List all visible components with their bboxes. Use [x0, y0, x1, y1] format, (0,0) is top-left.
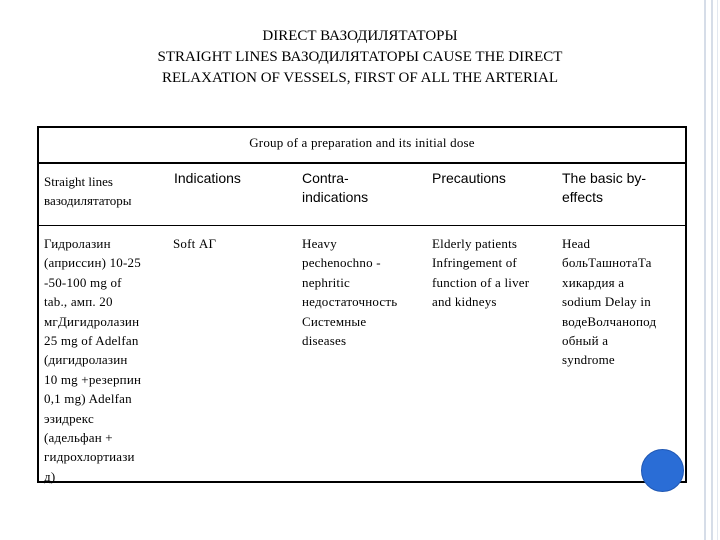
cell-drug-group [39, 226, 168, 482]
cell-line: Infringement of [432, 255, 517, 271]
cell-line: хикардия a [562, 274, 625, 290]
header-text: Contra- [302, 170, 349, 186]
header-cell-contraindications [297, 164, 427, 225]
table-header-row [39, 164, 685, 226]
header-text: effects [562, 189, 603, 205]
cell-line: Heavy [302, 236, 337, 251]
title-line: RELAXATION OF VESSELS, FIRST OF ALL THE ARTERIAL [161, 70, 559, 86]
header-cell-indications [168, 164, 297, 225]
cell-line: Soft АГ [173, 236, 217, 251]
cell-line: недостаточность [302, 294, 398, 310]
cell-line: больТашнотаТа [562, 255, 652, 271]
cell-line: 10 mg +резерпин [44, 371, 142, 387]
cell-line: function of a liver [432, 274, 530, 290]
header-cell-precautions [427, 164, 557, 225]
slide-title [60, 26, 660, 89]
cell-line: (дигидролазин [44, 352, 128, 368]
cell-line: гидрохлортиази [44, 449, 135, 465]
cell-line: 25 mg of Adelfan [44, 333, 139, 349]
slide-circle-decoration [641, 449, 684, 492]
cell-indications [168, 226, 297, 482]
cell-line: tab., амп. 20 [44, 294, 113, 310]
decorative-rail [717, 0, 718, 540]
drug-table [37, 126, 687, 483]
cell-line: эзидрекс [44, 410, 94, 426]
header-text: The basic by- [562, 170, 647, 186]
table-group-header: Group of a preparation and its initial dose [39, 128, 685, 164]
cell-line: д) [44, 468, 56, 484]
title-line: STRAIGHT LINES ВАЗОДИЛЯТАТОРЫ CAUSE THE DIRECT [157, 49, 563, 65]
cell-line: -50-100 mg of [44, 274, 122, 290]
cell-line: водеВолчанопод [562, 313, 657, 329]
cell-line: 0,1 mg) Adelfan [44, 391, 132, 407]
cell-line: and kidneys [432, 294, 497, 310]
header-cell-side-effects [557, 164, 685, 225]
cell-line: (адельфан + [44, 430, 113, 446]
cell-side-effects [557, 226, 685, 482]
cell-line: Системные [302, 313, 367, 329]
cell-precautions [427, 226, 557, 482]
table-row [39, 226, 685, 484]
cell-line: мгДигидролазин [44, 313, 140, 329]
cell-line: pechenochno - [302, 255, 381, 271]
cell-line: Elderly patients [432, 236, 518, 251]
header-cell-group [39, 164, 168, 225]
cell-line: sodium Delay in [562, 294, 651, 310]
header-text: Precautions [432, 170, 506, 186]
cell-line: Гидролазин [44, 236, 111, 251]
cell-line: diseases [302, 333, 347, 349]
header-text: вазодилятаторы [44, 193, 132, 208]
header-text: Straight lines [44, 174, 113, 189]
decorative-rail [711, 0, 713, 540]
cell-line: (априссин) 10-25 [44, 255, 141, 271]
cell-line: Head [562, 236, 591, 251]
title-line: DIRECT ВАЗОДИЛЯТАТОРЫ [262, 28, 458, 44]
decorative-rail [704, 0, 706, 540]
header-text: Indications [174, 170, 241, 186]
cell-line: обный a [562, 333, 609, 349]
cell-contraindications [297, 226, 427, 482]
cell-line: syndrome [562, 352, 615, 368]
cell-line: nephritic [302, 274, 351, 290]
header-text: indications [302, 189, 369, 205]
